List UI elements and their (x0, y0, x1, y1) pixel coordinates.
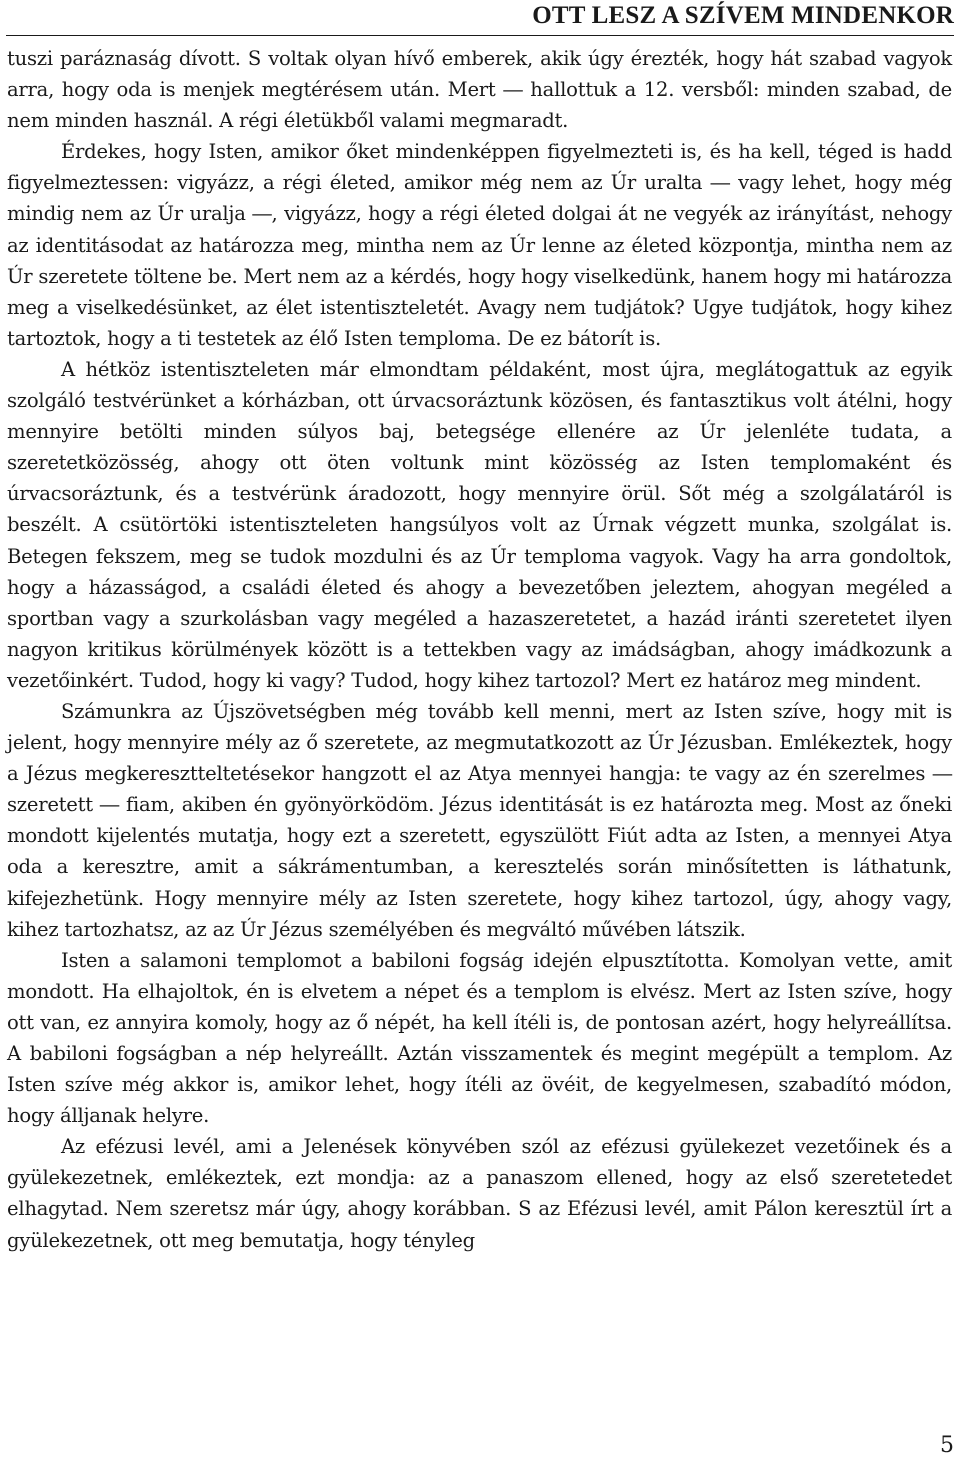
paragraph-1: tuszi paráznaság dívott. S voltak olyan hívő emberek, akik úgy érezték, hogy hát szabad vagyok arra, hogy oda is menjek megtérésem után. Mert ― hallottuk a 12. versből: minden szabad, de nem minden használ. A régi életükből valami megmaradt. (7, 47, 952, 133)
running-head: OTT LESZ A SZÍVEM MINDENKOR (532, 2, 954, 29)
page-number: 5 (940, 1433, 954, 1458)
paragraph-5: Isten a salamoni templomot a babiloni fogság idején elpusztította. Komolyan vette, amit mondott. Ha elhajoltok, én is elvetem a népet és a templom is elvész. Mert az Isten szíve, hogy ott van, ez annyira komoly, hogy az ő népét, ha kell ítéli is, de pontosan azért, hogy helyreállítsa. A babiloni fogságban a nép helyreállt. Aztán visszamentek és megint megépült a templom. Az Isten szíve még akkor is, amikor lehet, hogy ítéli az övéit, de kegyelmesen, szabadító módon, hogy álljanak helyre. (7, 948, 952, 1128)
paragraph-4: Számunkra az Újszövetségben még tovább kell menni, mert az Isten szíve, hogy mit is jelent, hogy mennyire mély az ő szeretete, az megmutatkozott az Úr Jézusban. Emlékeztek, hogy a Jézus megkeresztteltetésekor hangzott el az Atya mennyei hangja: te vagy az én szerelmes ― szeretett ― fiam, akiben én gyönyörködöm. Jézus identitását is ez határozta meg. Most az őneki mondott kijelentés mutatja, hogy ezt a szeretett, egyszülött Fiút adta az Isten, a mennyei Atya oda a keresztre, amit a sákrámentumban, a keresztelés során minősítetten is láthatunk, kifejezhetünk. Hogy mennyire mély az Isten szeretete, hogy kihez tartozol, úgy, ahogy vagy, kihez tartozhatsz, az az Úr Jézus személyében és megváltó művében látszik. (7, 699, 952, 941)
paragraph-2: Érdekes, hogy Isten, amikor őket mindenképpen figyelmezteti is, és ha kell, téged is hadd figyelmeztessen: vigyázz, a régi életed, amikor még nem az Úr uralta ― vagy lehet, hogy még mindig nem az Úr uralja ―, vigyázz, hogy a régi életed dolgai át ne vegyék az irányítást, nehogy az identitásodat az határozza meg, mintha nem az Úr lenne az életed központja, mintha nem az Úr szeretete töltene be. Mert nem az a kérdés, hogy hogy viselkedünk, hanem hogy mi határozza meg a viselkedésünket, az élet istentiszteletét. Avagy nem tudjátok? Ugye tudjátok, hogy kihez tartoztok, hogy a ti testetek az élő Isten temploma. De ez bátorít is. (7, 140, 952, 350)
paragraph-6: Az efézusi levél, ami a Jelenések könyvében szól az efézusi gyülekezet vezetőinek és a gyülekezetnek, emlékeztek, ezt mondja: az a panaszom ellened, hogy az első szeretetedet elhagytad. Nem szeretsz már úgy, ahogy korábban. S az Efézusi levél, amit Pálon keresztül írt a gyülekezetnek, ott meg bemutatja, hogy tényleg (7, 1135, 952, 1252)
body-text (7, 43, 952, 1256)
header-rule (6, 35, 954, 36)
paragraph-3: A hétköz istentiszteleten már elmondtam példaként, most újra, meglátogattuk az egyik szolgáló testvérünket a kórházban, ott úrvacsoráztunk közösen, és fantasztikus volt átélni, hogy mennyire betölti minden súlyos baj, betegsége ellenére az Úr jelenléte tudata, a szeretetközösség, ahogy ott öten voltunk mint közösség az Isten templomaként és úrvacsoráztunk, és a testvérünk áradozott, hogy mennyire örül. Sőt még a szolgálatáról is beszélt. A csütörtöki istentiszteleten hangsúlyos volt az Úrnak végzett munka, szolgálat is. Betegen fekszem, meg se tudok mozdulni és az Úr temploma vagyok. Vagy ha arra gondoltok, hogy a házasságod, a családi életed és ahogy a bevezetőben jeleztem, ahogyan megéled a sportban vagy a szurkolásban vagy megéled a hazaszeretetet, a hazád iránti szeretetet ilyen nagyon kritikus körülmények között is a tettekben vagy az imádságban, ahogy imádkozunk a vezetőinkért. Tudod, hogy ki vagy? Tudod, hogy kihez tartozol? Mert ez határoz meg mindent. (7, 357, 952, 692)
